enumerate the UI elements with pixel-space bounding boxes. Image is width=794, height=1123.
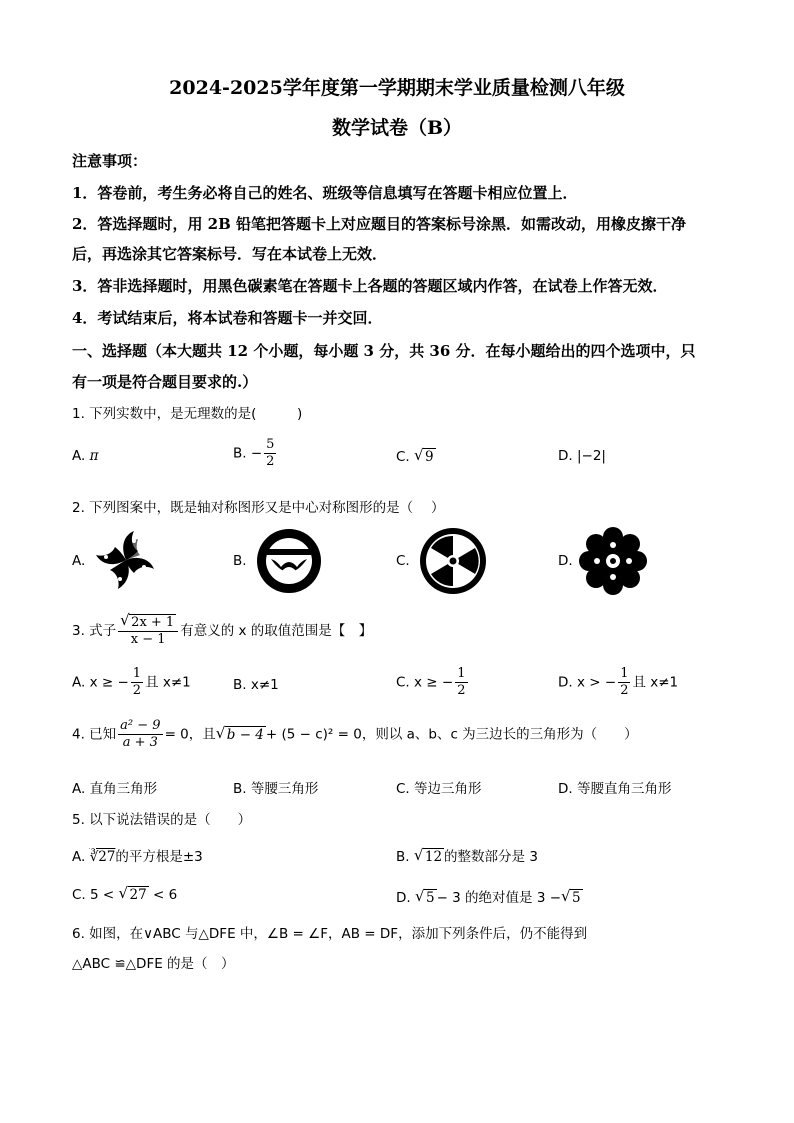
q5-option-c (72, 886, 177, 903)
radicand: 5 (572, 890, 581, 906)
option-label: D. (396, 890, 411, 906)
radicand: b − 4 (226, 726, 264, 743)
fraction-numerator: 1 (457, 666, 466, 681)
radicand: 2x + 1 (131, 615, 175, 630)
q3-c-fraction (455, 666, 467, 699)
option-label: D. (558, 674, 573, 691)
option-label: A. (72, 674, 86, 691)
q5-d-sqrt (415, 889, 437, 906)
notice-item-3: 3．答非选择题时，用黑色碳素笔在答题卡上各题的答题区域内作答，在试卷上作答无效． (72, 277, 668, 295)
q5-d-mid: − 3 的绝对值是 3 − (436, 890, 562, 906)
q3-option-a (72, 666, 191, 699)
q2-stem: 2. 下列图案中，既是轴对称图形又是中心对称图形的是（ ） (72, 500, 445, 516)
fraction-denominator: 2 (132, 683, 142, 698)
fraction-denominator: 2 (457, 683, 466, 698)
fraction-denominator: a + 3 (122, 735, 158, 750)
option-label: D. (558, 448, 573, 464)
q3-prefix: 3. 式子 (72, 623, 117, 639)
q1-b-sign: − (250, 445, 263, 462)
q4-option-d: D. 等腰直角三角形 (558, 781, 672, 797)
q3-d-post: 且 x≠1 (632, 674, 679, 691)
trefoil-circle-icon (418, 526, 488, 596)
q5-option-a (72, 845, 203, 865)
q3-suffix: 有意义的 x 的取值范围是【 】 (180, 623, 373, 639)
notice-item-1: 1．答卷前，考生务必将自己的姓名、班级等信息填写在答题卡相应位置上． (72, 184, 578, 202)
radicand: 5 (425, 890, 435, 906)
radicand: 27 (129, 887, 147, 903)
q4-stem (72, 718, 724, 751)
section-1-line-2: 有一项是符合题目要求的.） (72, 373, 258, 391)
q2-option-a-label: A. (72, 553, 86, 569)
q2-option-b-label: B. (233, 553, 247, 569)
fraction-numerator: 1 (132, 666, 142, 681)
q4-option-b: B. 等腰三角形 (233, 781, 319, 797)
q1-option-c (396, 448, 436, 465)
option-label: B. (396, 849, 410, 865)
q6-stem-line-1: 6. 如图，在∨ABC 与△DFE 中，∠B = ∠F，AB = DF，添加下列条件后，仍不能得到 (72, 926, 588, 942)
q3-a-pre: x ≥ − (89, 674, 129, 691)
q1-b-fraction (264, 437, 276, 470)
q1-a-value: π (89, 448, 99, 464)
q5-c-sqrt (119, 886, 149, 903)
notice-heading: 注意事项： (72, 152, 148, 170)
q3-option-d (558, 666, 678, 699)
bauhinia-flower-icon (90, 527, 162, 593)
circle-emblem-icon (254, 527, 324, 595)
q5-c-pre: 5 < (90, 887, 115, 903)
q1-stem: 1. 下列实数中，是无理数的是( ) (72, 406, 303, 422)
q3-d-fraction (618, 666, 630, 699)
fraction-numerator: 1 (620, 666, 629, 681)
q5-d-sqrt-2 (561, 889, 583, 906)
q2-option-c-label: C. (396, 553, 410, 569)
q3-option-b (233, 677, 279, 693)
q4-prefix: 4. 已知 (72, 726, 117, 743)
fraction-denominator: 2 (266, 454, 275, 469)
q3-stem (72, 614, 724, 648)
q3-b-value: x≠1 (250, 677, 279, 693)
notice-item-2b: 后，再选涂其它答案标号．写在本试卷上无效． (72, 245, 388, 263)
q3-fraction (118, 614, 178, 648)
radicand: 12 (424, 849, 443, 865)
q4-option-a: A. 直角三角形 (72, 781, 158, 797)
q1-option-b (233, 437, 278, 470)
q3-c-pre: x ≥ − (414, 674, 454, 691)
option-label: C. (72, 887, 86, 903)
option-label: B. (233, 445, 247, 462)
q5-option-b (396, 845, 538, 865)
eight-petal-flower-icon (578, 526, 648, 596)
q5-b-sqrt (414, 848, 444, 865)
q1-option-a (72, 448, 98, 464)
fraction-denominator: 2 (620, 683, 629, 698)
q4-mid-2: + (5 − c)² = 0，则以 a、b、c 为三边长的三角形为（ ） (265, 726, 638, 743)
section-1-line-1: 一、选择题（本大题共 12 个小题，每小题 3 分，共 36 分．在每小题给出的四个选项中，只 (72, 342, 696, 360)
option-label: A. (72, 448, 86, 464)
exam-subtitle: 数学试卷（B） (331, 117, 463, 139)
q4-sqrt (216, 726, 266, 743)
option-label: C. (396, 674, 410, 691)
q5-a-cube-root: ∛27 (89, 849, 116, 865)
fraction-denominator: x − 1 (130, 632, 166, 647)
q5-b-text: 的整数部分是 3 (444, 849, 538, 865)
radicand: 9 (425, 449, 434, 465)
notice-item-2a: 2．答选择题时，用 2B 铅笔把答题卡上对应题目的答案标号涂黑．如需改动，用橡皮擦干净 (72, 215, 687, 233)
q5-stem: 5. 以下说法错误的是（ ） (72, 812, 252, 828)
q3-sqrt (120, 614, 176, 631)
q6-stem-line-2: △ABC ≌△DFE 的是（ ） (72, 956, 235, 972)
q1-d-value: |−2| (576, 448, 606, 464)
q2-option-d-label: D. (558, 553, 573, 569)
fraction-numerator: 5 (266, 437, 275, 452)
q1-c-sqrt (414, 448, 436, 465)
q3-option-c (396, 666, 470, 699)
q5-a-text: 的平方根是±3 (115, 849, 203, 865)
q4-option-c: C. 等边三角形 (396, 781, 482, 797)
q5-option-d (396, 886, 583, 906)
notice-item-4: 4．考试结束后，将本试卷和答题卡一并交回． (72, 309, 383, 327)
exam-title: 2024-2025学年度第一学期期末学业质量检测八年级 (169, 77, 625, 99)
q3-a-fraction (131, 666, 143, 699)
q3-d-pre: x > − (576, 674, 617, 691)
q4-mid-1: = 0，且 (164, 726, 216, 743)
q5-c-post: < 6 (153, 887, 178, 903)
q3-a-post: 且 x≠1 (145, 674, 191, 691)
q4-fraction (118, 718, 162, 751)
option-label: A. (72, 849, 86, 865)
q1-option-d (558, 448, 606, 464)
option-label: B. (233, 677, 247, 693)
fraction-numerator: a² − 9 (120, 718, 161, 733)
option-label: C. (396, 449, 410, 465)
